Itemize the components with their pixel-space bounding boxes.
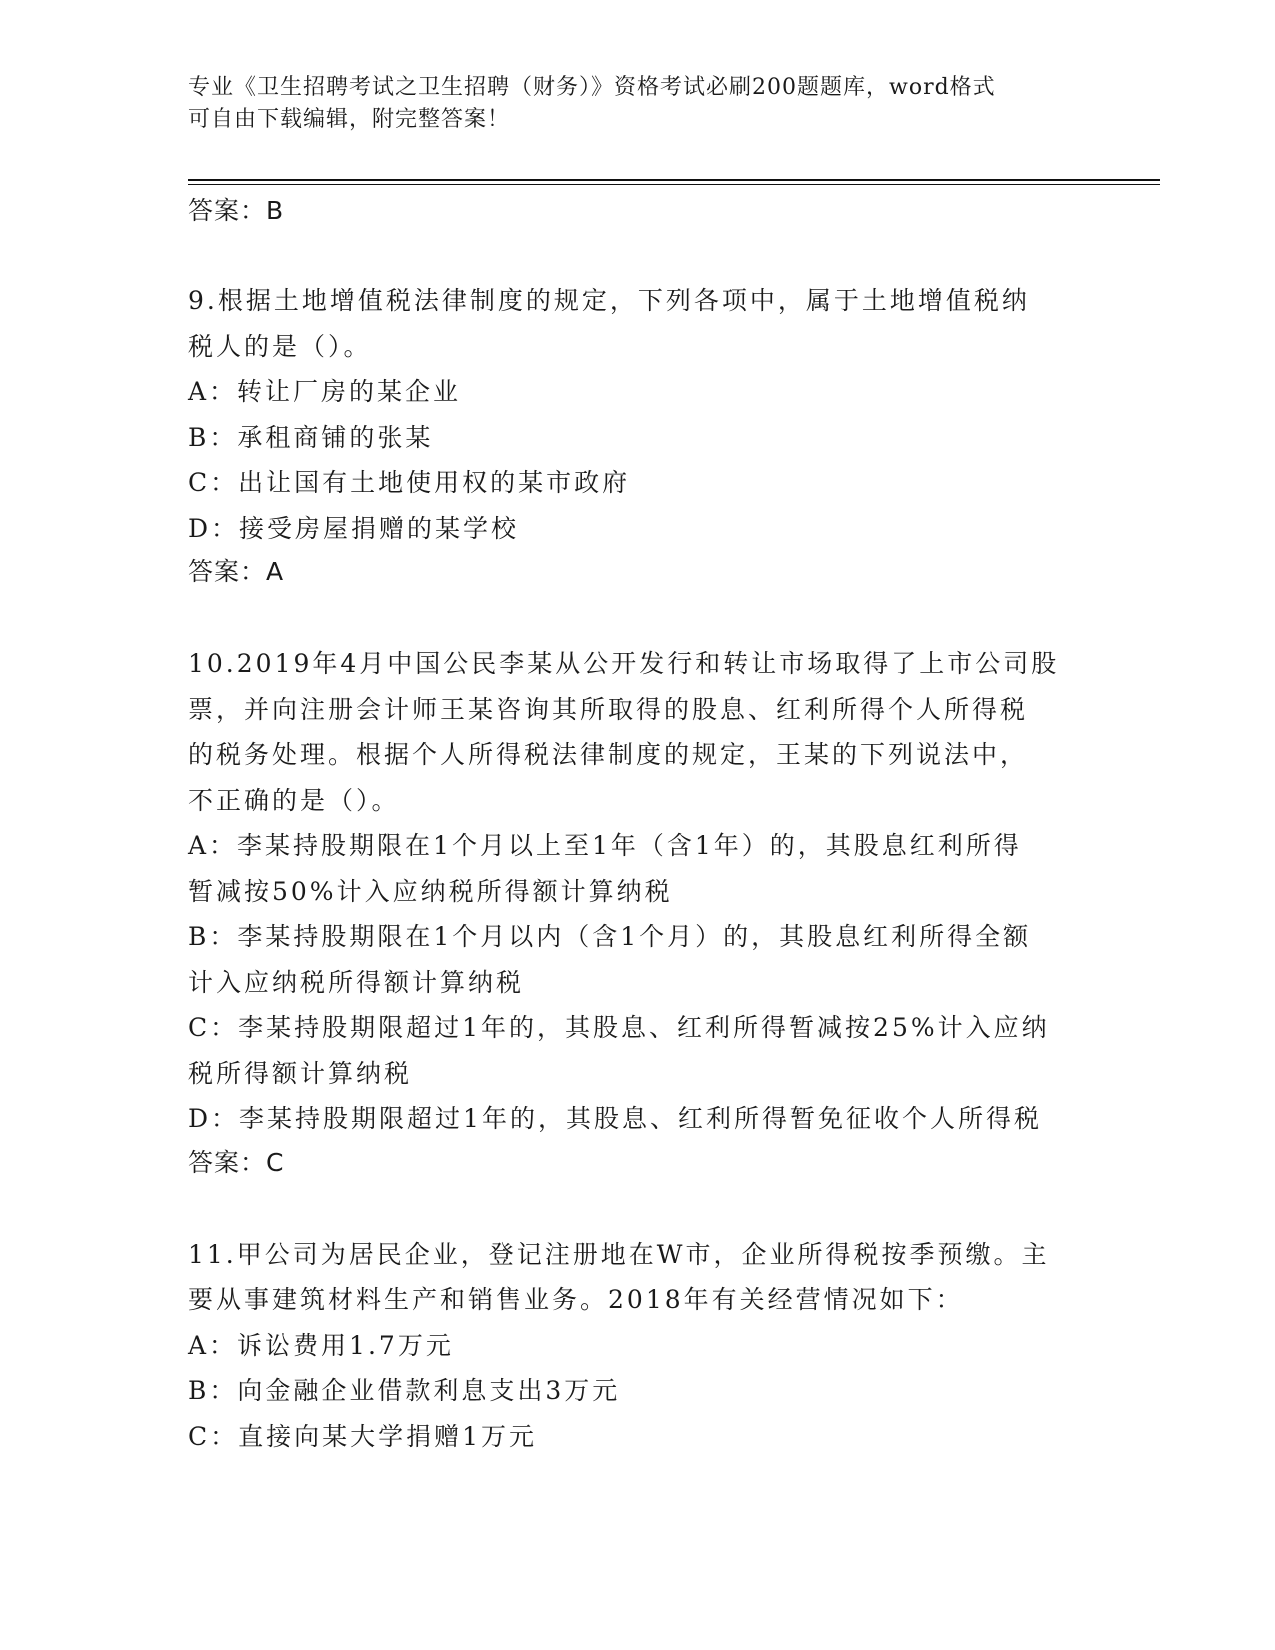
option-b bbox=[188, 415, 1088, 461]
question-text-11 bbox=[188, 1232, 1088, 1323]
option-c bbox=[188, 1005, 1088, 1096]
header-line-1: 专业《卫生招聘考试之卫生招聘（财务）》资格考试必刷200题题库，word格式 bbox=[188, 75, 996, 100]
question-block-11 bbox=[188, 1232, 1088, 1460]
question-line: 税人的是（）。 bbox=[188, 331, 372, 361]
question-line: 11.甲公司为居民企业，登记注册地在W市，企业所得税按季预缴。主 bbox=[188, 1239, 1050, 1269]
answer-line: 答案：A bbox=[188, 557, 285, 586]
option-a bbox=[188, 1323, 1088, 1369]
option-line: A：诉讼费用1.7万元 bbox=[188, 1330, 454, 1360]
question-text-10 bbox=[188, 641, 1088, 823]
question-text-9 bbox=[188, 278, 1088, 369]
document-body bbox=[188, 190, 1088, 1459]
option-line: B：承租商铺的张某 bbox=[188, 422, 434, 452]
header-divider-thin bbox=[188, 184, 1160, 185]
question-block-9 bbox=[188, 278, 1088, 593]
option-line: C：出让国有土地使用权的某市政府 bbox=[188, 468, 631, 497]
question-block-10 bbox=[188, 641, 1088, 1184]
option-a bbox=[188, 823, 1088, 914]
answer-line-prev: 答案：B bbox=[188, 196, 285, 225]
option-line: 暂减按50%计入应纳税所得额计算纳税 bbox=[188, 876, 673, 906]
option-b bbox=[188, 1368, 1088, 1414]
header-divider-thick bbox=[188, 179, 1160, 181]
option-line: B：向金融企业借款利息支出3万元 bbox=[188, 1376, 621, 1405]
option-c bbox=[188, 460, 1088, 506]
question-line: 10.2019年4月中国公民李某从公开发行和转让市场取得了上市公司股 bbox=[188, 649, 1060, 678]
header-line-2: 可自由下载编辑，附完整答案！ bbox=[188, 107, 511, 132]
option-line: D：李某持股期限超过1年的，其股息、红利所得暂免征收个人所得税 bbox=[188, 1104, 1042, 1133]
option-b bbox=[188, 914, 1088, 1005]
option-line: D：接受房屋捐赠的某学校 bbox=[188, 513, 520, 543]
question-line: 的税务处理。根据个人所得税法律制度的规定，王某的下列说法中， bbox=[188, 740, 1029, 769]
option-a bbox=[188, 369, 1088, 415]
option-line: 计入应纳税所得额计算纳税 bbox=[188, 967, 525, 997]
answer-line: 答案：C bbox=[188, 1147, 285, 1177]
option-line: B：李某持股期限在1个月以内（含1个月）的，其股息红利所得全额 bbox=[188, 922, 1032, 951]
question-line: 要从事建筑材料生产和销售业务。2018年有关经营情况如下： bbox=[188, 1285, 964, 1314]
option-d bbox=[188, 506, 1088, 552]
option-line: C：直接向某大学捐赠1万元 bbox=[188, 1421, 538, 1451]
option-line: 税所得额计算纳税 bbox=[188, 1058, 413, 1088]
question-line: 9.根据土地增值税法律制度的规定，下列各项中，属于土地增值税纳 bbox=[188, 286, 1030, 315]
question-line: 票，并向注册会计师王某咨询其所取得的股息、红利所得个人所得税 bbox=[188, 694, 1029, 724]
option-line: C：李某持股期限超过1年的，其股息、红利所得暂减按25%计入应纳 bbox=[188, 1013, 1050, 1042]
option-line: A：转让厂房的某企业 bbox=[188, 377, 462, 406]
question-line: 不正确的是（）。 bbox=[188, 785, 400, 815]
option-line: A：李某持股期限在1个月以上至1年（含1年）的，其股息红利所得 bbox=[188, 831, 1022, 860]
option-d bbox=[188, 1096, 1088, 1142]
document-header bbox=[188, 72, 1088, 136]
option-c bbox=[188, 1414, 1088, 1460]
